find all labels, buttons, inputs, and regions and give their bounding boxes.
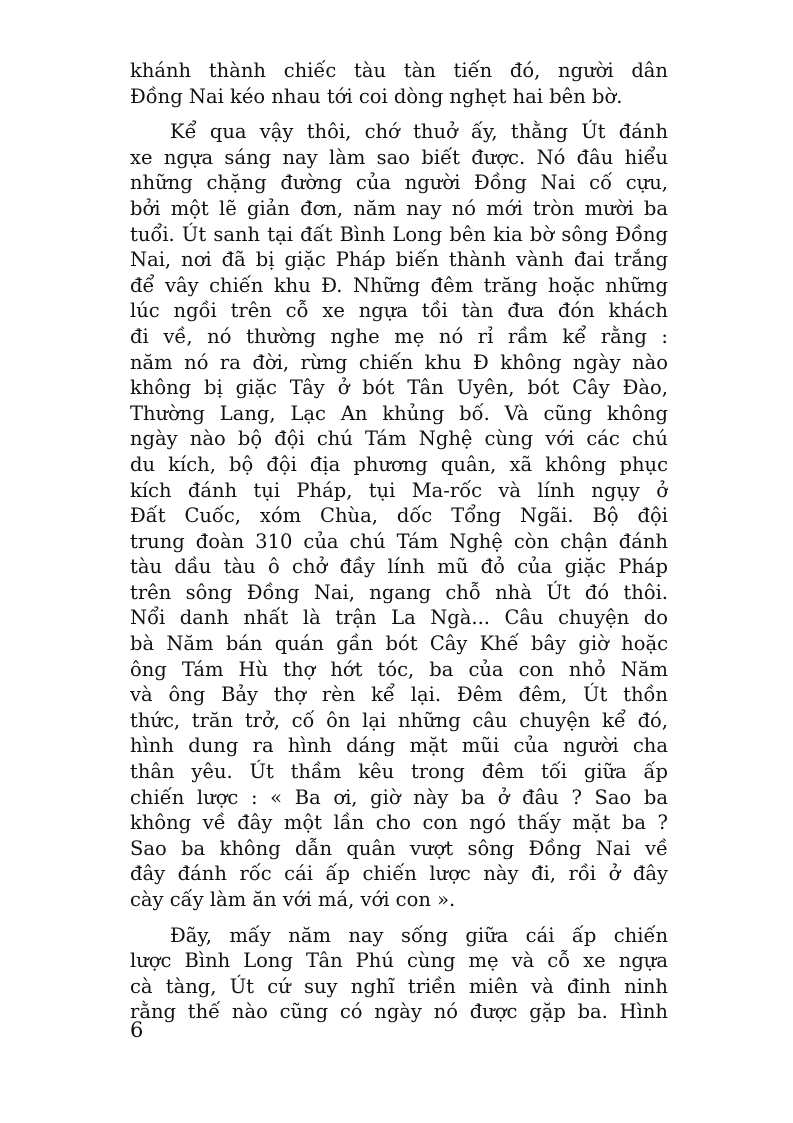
text-line: rằng thế nào cũng có ngày nó được gặp ba. Hình [130, 1000, 668, 1024]
text-line: đi về, nó thường nghe mẹ nó rỉ rầm kể rằng : [130, 324, 668, 348]
text-line: cà tàng, Út cứ suy nghĩ triền miên và đinh ninh [130, 974, 668, 998]
text-line: thân yêu. Út thầm kêu trong đêm tối giữa ấp [130, 760, 668, 784]
text-line: khánh thành chiếc tàu tàn tiến đó, người dân [130, 59, 668, 82]
paragraph-story [130, 119, 668, 912]
text-line-indented: Kể qua vậy thôi, chớ thuở ấy, thằng Út đánh [170, 120, 668, 144]
paragraph-story-next [130, 923, 668, 1025]
text-line: ngày nào bộ đội chú Tám Nghệ cùng với các chú [130, 427, 668, 451]
text-line: đây đánh rốc cái ấp chiến lược này đi, rồi ở đây [130, 862, 668, 886]
page-number: 6 [130, 1018, 144, 1042]
text-line: bà Năm bán quán gần bót Cây Khế bây giờ hoặc [130, 632, 668, 656]
text-line: những chặng đường của người Đồng Nai cố cựu, [130, 171, 668, 195]
text-line: không về đây một lần cho con ngó thấy mặt ba ? [130, 811, 668, 835]
text-line: chiến lược : « Ba ơi, giờ này ba ở đâu ? Sao ba [130, 785, 668, 809]
text-line: trung đoàn 310 của chú Tám Nghệ còn chận đánh [130, 529, 668, 553]
text-line: Đất Cuốc, xóm Chùa, dốc Tổng Ngãi. Bộ đội [130, 504, 668, 528]
text-line: Thường Lang, Lạc An khủng bố. Và cũng không [130, 401, 668, 425]
text-line: không bị giặc Tây ở bót Tân Uyên, bót Cây Đào, [130, 376, 668, 400]
paragraph-continuation [130, 58, 668, 109]
text-line-indented: Đãy, mấy năm nay sống giữa cái ấp chiến [170, 923, 668, 947]
text-line: tuổi. Út sanh tại đất Bình Long bên kia bờ sông Đồng [130, 222, 668, 246]
book-page-body [130, 58, 668, 1025]
text-line: thức, trăn trở, cố ôn lại những câu chuyện kể đó, [130, 708, 668, 732]
text-line: Đồng Nai kéo nhau tới coi dòng nghẹt hai bên bờ. [130, 84, 623, 108]
text-line: trên sông Đồng Nai, ngang chỗ nhà Út đó thôi. [130, 580, 668, 604]
text-line: ông Tám Hù thợ hớt tóc, ba của con nhỏ Năm [130, 657, 668, 681]
text-line: du kích, bộ đội địa phương quân, xã không phục [130, 452, 668, 476]
text-line: bởi một lẽ giản đơn, năm nay nó mới tròn mười ba [130, 196, 668, 220]
text-line: năm nó ra đời, rừng chiến khu Đ không ngày nào [130, 350, 668, 374]
text-line: kích đánh tụi Pháp, tụi Ma-rốc và lính ngụy ở [130, 478, 668, 502]
text-line: cày cấy làm ăn với má, với con ». [130, 888, 456, 911]
text-line: Sao ba không dẫn quân vượt sông Đồng Nai về [130, 836, 668, 860]
text-line: Nai, nơi đã bị giặc Pháp biến thành vành đai trắng [130, 248, 668, 272]
text-line: để vây chiến khu Đ. Những đêm trăng hoặc những [130, 273, 668, 297]
text-line: tàu dầu tàu ô chở đầy lính mũ đỏ của giặc Pháp [130, 555, 668, 579]
text-line: xe ngựa sáng nay làm sao biết được. Nó đâu hiểu [130, 145, 668, 169]
text-line: lúc ngồi trên cỗ xe ngựa tồi tàn đưa đón khách [130, 299, 668, 323]
text-line: Nổi danh nhất là trận La Ngà... Câu chuyện do [130, 606, 668, 630]
text-line: và ông Bảy thợ rèn kể lại. Đêm đêm, Út thồn [130, 683, 668, 707]
text-line: lược Bình Long Tân Phú cùng mẹ và cỗ xe ngựa [130, 949, 668, 973]
text-line: hình dung ra hình dáng mặt mũi của người cha [130, 734, 668, 758]
